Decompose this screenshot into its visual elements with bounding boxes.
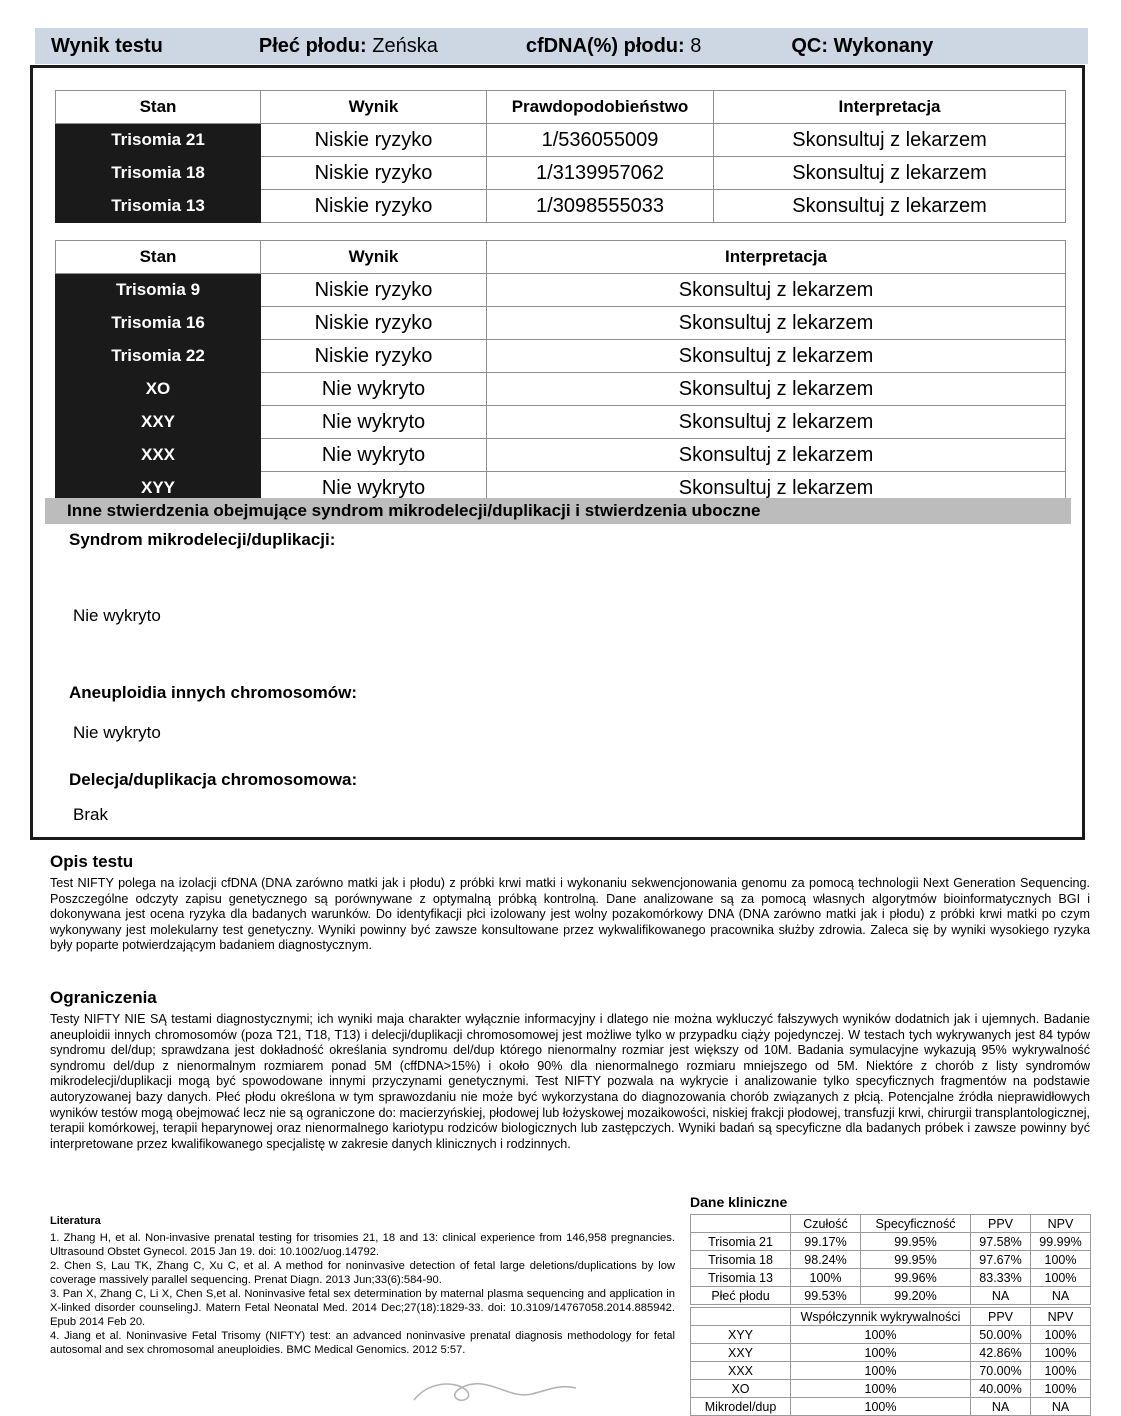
column-header xyxy=(691,1215,791,1233)
table-header-row xyxy=(691,1308,1091,1326)
value-cell: Niskie ryzyko xyxy=(261,340,487,373)
table-row xyxy=(56,340,1066,373)
value-cell: NA xyxy=(971,1398,1031,1416)
value-cell: Niskie ryzyko xyxy=(261,190,487,223)
aneuploidy-value: Nie wykryto xyxy=(73,723,161,742)
value-cell: Skonsultuj z lekarzem xyxy=(487,439,1066,472)
description-heading: Opis testu xyxy=(50,852,134,871)
condition-cell: Trisomia 18 xyxy=(56,157,261,190)
value-cell: 40.00% xyxy=(971,1380,1031,1398)
value-cell: Skonsultuj z lekarzem xyxy=(487,340,1066,373)
table-header-row xyxy=(691,1215,1091,1233)
literature-list xyxy=(50,1231,675,1357)
column-header: NPV xyxy=(1031,1215,1091,1233)
column-header xyxy=(691,1308,791,1326)
value-cell: NA xyxy=(971,1287,1031,1305)
table-row xyxy=(56,124,1066,157)
report-header-bar xyxy=(35,28,1088,64)
column-header: PPV xyxy=(971,1308,1031,1326)
aneuploidy-label: Aneuploidia innych chromosomów: xyxy=(69,683,358,702)
qc-field xyxy=(791,35,933,58)
table-row xyxy=(691,1233,1091,1251)
value-cell: 100% xyxy=(1031,1326,1091,1344)
value-cell: Nie wykryto xyxy=(261,472,487,505)
value-cell: 100% xyxy=(1031,1380,1091,1398)
value-cell: NA xyxy=(1031,1287,1091,1305)
value-cell: Skonsultuj z lekarzem xyxy=(487,274,1066,307)
value-cell: Niskie ryzyko xyxy=(261,274,487,307)
value-cell: XO xyxy=(691,1380,791,1398)
value-cell: 99.95% xyxy=(861,1251,971,1269)
column-header: Czułość xyxy=(791,1215,861,1233)
table-row xyxy=(691,1344,1091,1362)
value-cell: 83.33% xyxy=(971,1269,1031,1287)
value-cell: XXX xyxy=(691,1362,791,1380)
value-cell: 99.96% xyxy=(861,1269,971,1287)
value-cell: Skonsultuj z lekarzem xyxy=(487,373,1066,406)
value-cell: 99.17% xyxy=(791,1233,861,1251)
condition-cell: XXX xyxy=(56,439,261,472)
value-cell: 99.20% xyxy=(861,1287,971,1305)
column-header: Specyficzność xyxy=(861,1215,971,1233)
column-header: Prawdopodobieństwo xyxy=(487,91,714,124)
condition-cell: Trisomia 16 xyxy=(56,307,261,340)
column-header: Stan xyxy=(56,241,261,274)
qc-value: Wykonany xyxy=(833,34,934,57)
table-row xyxy=(56,406,1066,439)
table-row xyxy=(56,274,1066,307)
microdeletion-label: Syndrom mikrodelecji/duplikacji: xyxy=(69,530,336,549)
value-cell: Skonsultuj z lekarzem xyxy=(487,307,1066,340)
condition-cell: Trisomia 22 xyxy=(56,340,261,373)
table-header-row xyxy=(56,91,1066,124)
value-cell: 100% xyxy=(1031,1269,1091,1287)
cfdna-field xyxy=(526,35,702,58)
value-cell: Skonsultuj z lekarzem xyxy=(714,190,1066,223)
column-header: Wynik xyxy=(261,91,487,124)
value-cell: Niskie ryzyko xyxy=(261,307,487,340)
value-cell: Trisomia 21 xyxy=(691,1233,791,1251)
fetal-sex-field xyxy=(259,35,438,58)
table-row xyxy=(691,1380,1091,1398)
cfdna-value: 8 xyxy=(690,34,702,57)
literature-entry: 2. Chen S, Lau TK, Zhang C, Xu C, et al. A method for noninvasive detection of fetal large deletions/duplications by low coverage massively parallel sequencing. Prenat Diagn. 2013 Jun;33(6):584-90. xyxy=(50,1260,675,1286)
table-row xyxy=(691,1269,1091,1287)
value-cell: 99.53% xyxy=(791,1287,861,1305)
column-header: Wynik xyxy=(261,241,487,274)
microdeletion-value: Nie wykryto xyxy=(73,606,161,625)
table-row xyxy=(56,190,1066,223)
value-cell: 99.99% xyxy=(1031,1233,1091,1251)
other-findings-title: Inne stwierdzenia obejmujące syndrom mikrodelecji/duplikacji i stwierdzenia uboczne xyxy=(67,501,761,520)
column-header: Interpretacja xyxy=(487,241,1066,274)
value-cell: Niskie ryzyko xyxy=(261,124,487,157)
cfdna-label: cfDNA(%) płodu: xyxy=(525,34,685,57)
deletion-duplication-label: Delecja/duplikacja chromosomowa: xyxy=(69,770,358,789)
signature-mark xyxy=(410,1378,580,1406)
value-cell: Skonsultuj z lekarzem xyxy=(714,157,1066,190)
table-body xyxy=(56,124,1066,223)
value-cell: 100% xyxy=(791,1398,971,1416)
value-cell: Nie wykryto xyxy=(261,406,487,439)
table-row xyxy=(691,1362,1091,1380)
value-cell: Mikrodel/dup xyxy=(691,1398,791,1416)
value-cell: 98.24% xyxy=(791,1251,861,1269)
table-body xyxy=(691,1326,1091,1416)
value-cell: 100% xyxy=(1031,1362,1091,1380)
value-cell: Nie wykryto xyxy=(261,373,487,406)
literature-entry: 3. Pan X, Zhang C, Li X, Chen S,et al. Noninvasive fetal sex determination by maternal plasma sequencing and application in X-linked disorder counselingJ. Matern Fetal Neonatal Med. 2014 Dec;27(18):1829-33. doi: 10.3109/14767058.2014.885942. Epub 2014 Feb 20. xyxy=(50,1288,675,1328)
table-row xyxy=(691,1287,1091,1305)
value-cell: NA xyxy=(1031,1398,1091,1416)
secondary-conditions-table xyxy=(55,240,1066,505)
limitations-heading: Ograniczenia xyxy=(50,988,157,1007)
value-cell: 70.00% xyxy=(971,1362,1031,1380)
qc-label: QC: xyxy=(791,34,829,57)
value-cell: Skonsultuj z lekarzem xyxy=(714,124,1066,157)
condition-cell: Trisomia 13 xyxy=(56,190,261,223)
report-title: Wynik testu xyxy=(51,34,163,57)
value-cell: 100% xyxy=(791,1326,971,1344)
value-cell: Trisomia 18 xyxy=(691,1251,791,1269)
column-header: NPV xyxy=(1031,1308,1091,1326)
value-cell: 50.00% xyxy=(971,1326,1031,1344)
table-body xyxy=(691,1233,1091,1305)
result-frame xyxy=(30,65,1085,840)
literature-heading: Literatura xyxy=(50,1215,101,1227)
table-header-row xyxy=(56,241,1066,274)
column-header: PPV xyxy=(971,1215,1031,1233)
literature-entry: 4. Jiang et al. Noninvasive Fetal Trisomy (NIFTY) test: an advanced noninvasive prenatal diagnosis methodology for fetal autosomal and sex chromosomal aneuploidies. BMC Medical Genomics. 2012 5:57. xyxy=(50,1330,675,1356)
literature-entry: 1. Zhang H, et al. Non-invasive prenatal testing for trisomies 21, 18 and 13: clinical experience from 146,958 pregnancies. Ultrasound Obstet Gynecol. 2015 Jan 19. doi: 10.1002/uog.14792. xyxy=(50,1232,675,1258)
table-row xyxy=(56,157,1066,190)
condition-cell: XXY xyxy=(56,406,261,439)
value-cell: Skonsultuj z lekarzem xyxy=(487,472,1066,505)
other-findings-section-bar xyxy=(45,498,1071,524)
clinical-performance-table xyxy=(690,1214,1091,1305)
value-cell: 100% xyxy=(1031,1344,1091,1362)
value-cell: Nie wykryto xyxy=(261,439,487,472)
value-cell: 42.86% xyxy=(971,1344,1031,1362)
value-cell: 100% xyxy=(1031,1251,1091,1269)
table-body xyxy=(56,274,1066,505)
table-row xyxy=(691,1326,1091,1344)
value-cell: 100% xyxy=(791,1344,971,1362)
value-cell: 1/3098555033 xyxy=(487,190,714,223)
fetal-sex-label: Płeć płodu: xyxy=(258,34,367,57)
value-cell: 100% xyxy=(791,1380,971,1398)
value-cell: 1/3139957062 xyxy=(487,157,714,190)
column-header: Stan xyxy=(56,91,261,124)
value-cell: 97.67% xyxy=(971,1251,1031,1269)
value-cell: 100% xyxy=(791,1362,971,1380)
table-row xyxy=(56,307,1066,340)
condition-cell: Trisomia 21 xyxy=(56,124,261,157)
limitations-body: Testy NIFTY NIE SĄ testami diagnostycznymi; ich wyniki maja charakter wyłącznie informacyjny i dlatego nie można wykluczyć fałszywych wyników dodatnich jak i ujemnych. Badanie aneuploidii innych chromosomów (poza T21, T18, T13) i delecji/duplikacji chromosomowej jest możliwe tylko w przypadku ciąży pojedynczej. W testach tych wykrywanych jest 84 typów syndromu del/dup; sprawdzana jest dokładność określania syndromu del/dup którego nienormalny rozmiar jest większy od 10M. Badania symulacyjne wykazują 95% wykrywalność syndromu del/dup z nienormalnym rozmiarem ponad 5M (cffDNA>15%) i około 90% dla nienormalnego rozmiaru mniejszego od 5M. Niektóre z chorób z listy syndromów mikrodelecji/duplikacji mogą być spowodowane innymi przyczynami genetycznymi. Test NIFTY pozwala na wykrycie i analizowanie tylko specyficznych fragmentów na podstawie autoryzowanej bazy danych. Płeć płodu określona w tym sprawozdaniu nie może być wykorzystana do diagnozowania chorób związanych z płcią. Potencjalne źródła nieprawidłowych wyników testów mogą obejmować lecz nie są ograniczone do: macierzyńskiej, płodowej lub łożyskowej mozaikowości, niskiej frakcji płodowej, transfuzji krwi, chirurgii transplantologicznej, terapii komórkowej, terapii heparynowej oraz nienormalnego kariotypu rodziców biologicznych lub zastępczych. Wyniki badań są specyficzne dla badanych próbek i zawsze powinny być interpretowane przez kwalifikowanego specjalistę w zakresie danych klinicznych i rodzinnych. xyxy=(50,1012,1090,1151)
clinical-data-heading: Dane kliniczne xyxy=(690,1194,788,1210)
column-header: Interpretacja xyxy=(714,91,1066,124)
value-cell: XXY xyxy=(691,1344,791,1362)
value-cell: Skonsultuj z lekarzem xyxy=(487,406,1066,439)
table-row xyxy=(56,373,1066,406)
value-cell: Płeć płodu xyxy=(691,1287,791,1305)
main-trisomy-table xyxy=(55,90,1066,223)
condition-cell: XYY xyxy=(56,472,261,505)
description-body: Test NIFTY polega na izolacji cfDNA (DNA zarówno matki jak i płodu) z próbki krwi matki i wykonaniu sekwencjonowania genomu za pomocą technologii Next Generation Sequencing. Poszczególne odczyty zapisu genetycznego są porównywane z optymalną próbką kontrolną. Dane analizowane są za pomocą własnych algorytmów bioinformatycznych BGI i dokonywana jest ocena ryzyka dla badanych warunków. Do identyfikacji płci izolowany jest wolny pozakomórkowy DNA (DNA zarówno matki jak i płodu) z próbki krwi matki po czym wykonywany jest molekularny test genetyczny. Wyniki powinny być zawsze konsultowane przez wykwalifikowanego pracownika służby zdrowia. Zaleca się by wyniki wysokiego ryzyka były poparte potwierdzającym badaniem diagnostycznym. xyxy=(50,876,1090,953)
table-row xyxy=(56,439,1066,472)
value-cell: 100% xyxy=(791,1269,861,1287)
value-cell: 1/536055009 xyxy=(487,124,714,157)
value-cell: 97.58% xyxy=(971,1233,1031,1251)
value-cell: Niskie ryzyko xyxy=(261,157,487,190)
value-cell: XYY xyxy=(691,1326,791,1344)
condition-cell: Trisomia 9 xyxy=(56,274,261,307)
value-cell: 99.95% xyxy=(861,1233,971,1251)
fetal-sex-value: Zeńska xyxy=(372,34,438,57)
table-row xyxy=(691,1251,1091,1269)
deletion-duplication-value: Brak xyxy=(73,805,108,824)
condition-cell: XO xyxy=(56,373,261,406)
column-header: Współczynnik wykrywalności xyxy=(791,1308,971,1326)
value-cell: Trisomia 13 xyxy=(691,1269,791,1287)
table-row xyxy=(691,1398,1091,1416)
